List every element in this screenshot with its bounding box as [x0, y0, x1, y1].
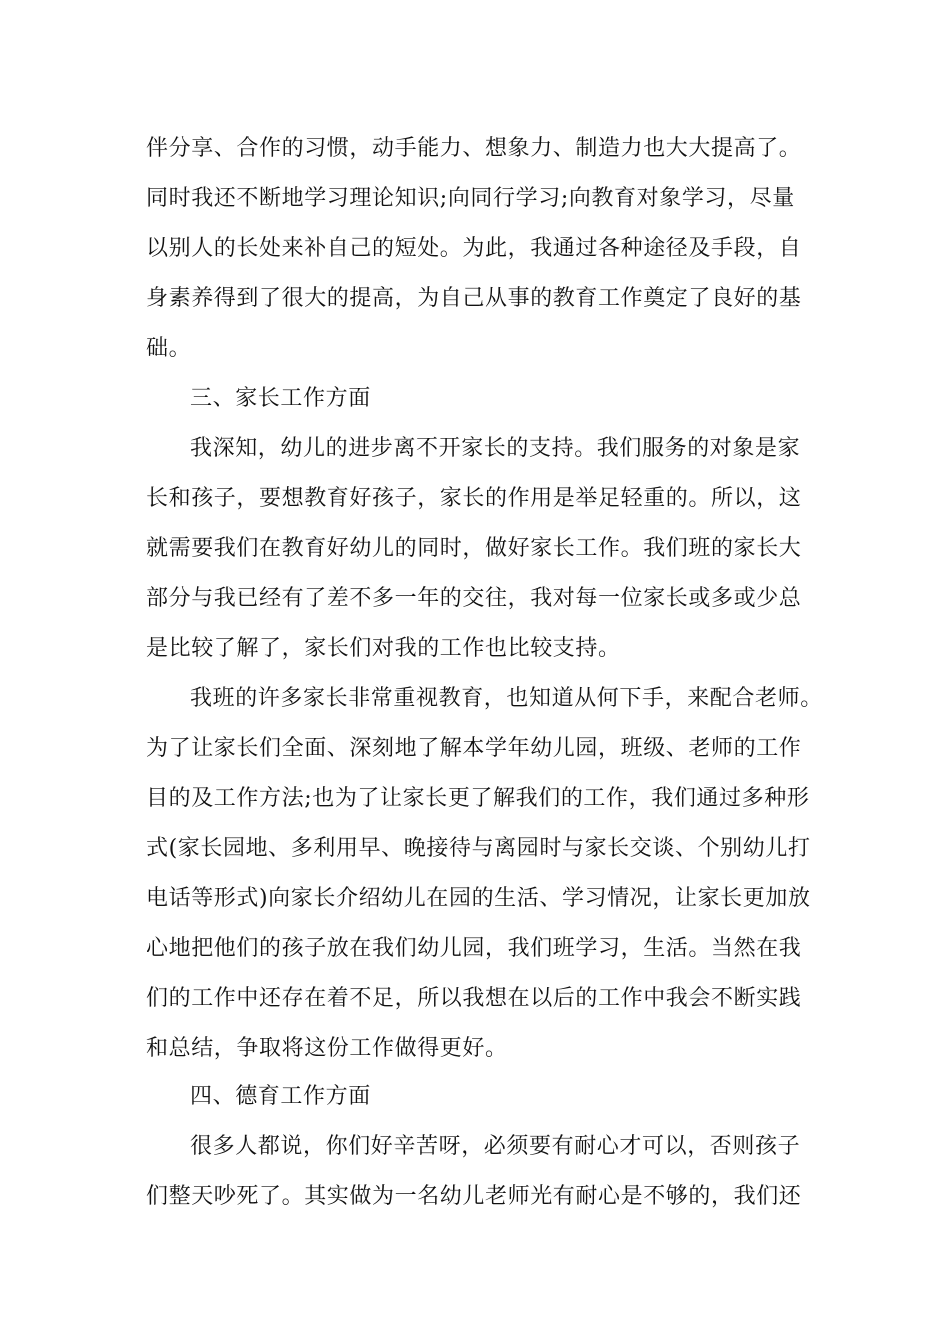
text-line: 就需要我们在教育好幼儿的同时，做好家长工作。我们班的家长大	[146, 536, 802, 561]
text-line: 式(家长园地、多利用早、晚接待与离园时与家长交谈、个别幼儿打	[146, 836, 811, 861]
section-heading: 四、德育工作方面	[190, 1084, 371, 1109]
text-line: 电话等形式)向家长介绍幼儿在园的生活、学习情况，让家长更加放	[146, 886, 811, 911]
text-line: 础。	[146, 336, 192, 361]
text-line: 很多人都说，你们好辛苦呀，必须要有耐心才可以，否则孩子	[190, 1134, 801, 1159]
text-line: 为了让家长们全面、深刻地了解本学年幼儿园，班级、老师的工作	[146, 736, 802, 761]
text-line: 我班的许多家长非常重视教育，也知道从何下手，来配合老师。	[190, 686, 823, 711]
text-line: 们的工作中还存在着不足，所以我想在以后的工作中我会不断实践	[146, 986, 802, 1011]
text-line: 以别人的长处来补自己的短处。为此，我通过各种途径及手段，自	[146, 236, 802, 261]
text-line: 是比较了解了，家长们对我的工作也比较支持。	[146, 636, 621, 661]
text-line: 伴分享、合作的习惯，动手能力、想象力、制造力也大大提高了。	[146, 136, 802, 161]
text-line: 部分与我已经有了差不多一年的交往，我对每一位家长或多或少总	[146, 586, 802, 611]
text-line: 长和孩子，要想教育好孩子，家长的作用是举足轻重的。所以，这	[146, 486, 802, 511]
text-line: 目的及工作方法;也为了让家长更了解我们的工作，我们通过多种形	[146, 786, 810, 811]
text-line: 同时我还不断地学习理论知识;向同行学习;向教育对象学习，尽量	[146, 186, 795, 211]
text-line: 和总结，争取将这份工作做得更好。	[146, 1036, 508, 1061]
text-line: 我深知，幼儿的进步离不开家长的支持。我们服务的对象是家	[190, 436, 801, 461]
text-line: 心地把他们的孩子放在我们幼儿园，我们班学习，生活。当然在我	[146, 936, 802, 961]
text-line: 身素养得到了很大的提高，为自己从事的教育工作奠定了良好的基	[146, 286, 802, 311]
text-line: 们整天吵死了。其实做为一名幼儿老师光有耐心是不够的，我们还	[146, 1184, 802, 1209]
section-heading: 三、家长工作方面	[190, 386, 371, 411]
